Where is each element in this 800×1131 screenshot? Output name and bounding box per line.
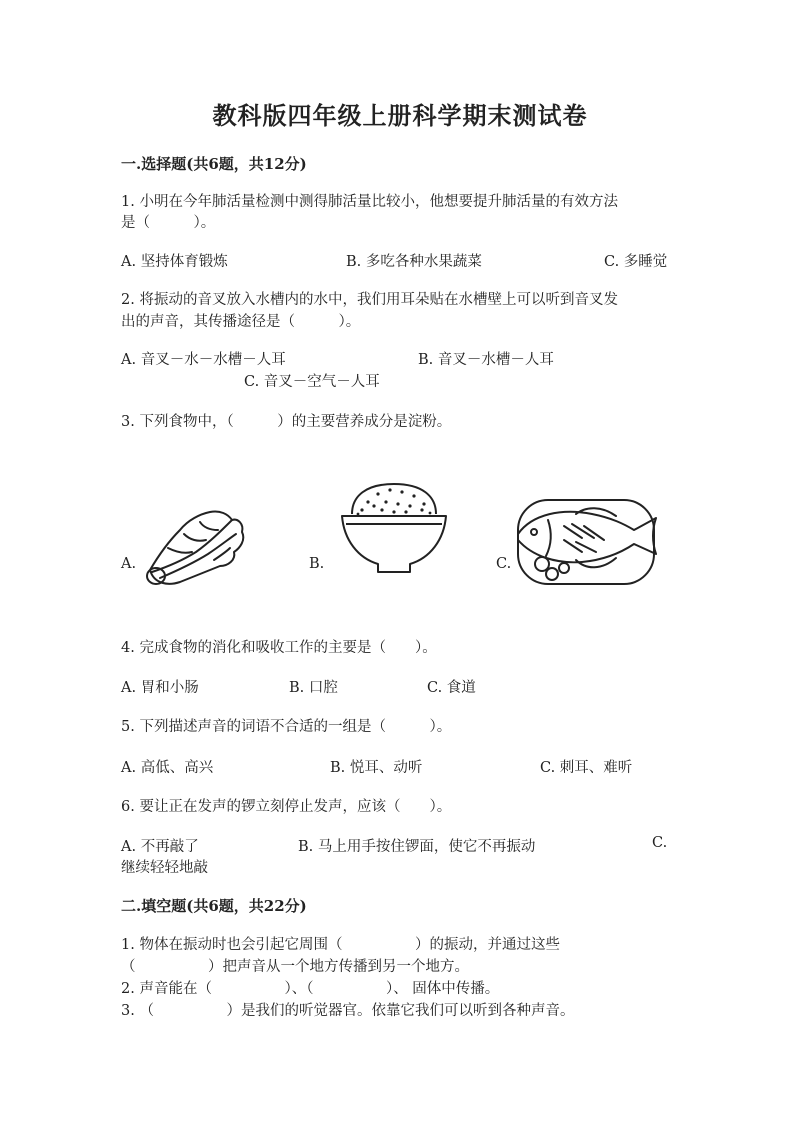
question-1-option-a: A. 坚持体育锻炼 xyxy=(121,254,228,270)
question-3-option-b: B. xyxy=(309,556,325,572)
question-6-option-c: C. xyxy=(652,835,668,851)
question-1-text: 1. 小明在今年肺活量检测中测得肺活量比较小，他想要提升肺活量的有效方法 xyxy=(121,194,618,210)
question-2-option-a: A. 音叉－水－水槽－人耳 xyxy=(121,352,286,368)
page-title: 教科版四年级上册科学期末测试卷 xyxy=(212,101,588,130)
section-heading-fill: 二.填空题(共6题，共22分) xyxy=(121,897,307,915)
question-5-option-c: C. 刺耳、难听 xyxy=(540,760,633,776)
fish-plate-image xyxy=(512,496,662,588)
question-6-option-a: A. 不再敲了 xyxy=(121,839,199,855)
question-5-option-b: B. 悦耳、动听 xyxy=(330,760,423,776)
fill-question-2: 2. 声音能在（ ）、（ ）、 固体中传播。 xyxy=(121,981,500,997)
question-2-option-b: B. 音叉－水槽－人耳 xyxy=(418,352,554,368)
fill-question-1: 1. 物体在振动时也会引起它周围（ ）的振动，并通过这些 xyxy=(121,937,560,953)
question-6-option-c-text: 继续轻轻地敲 xyxy=(121,860,208,876)
fill-question-1-cont: （ ）把声音从一个地方传播到另一个地方。 xyxy=(121,959,469,975)
question-3-option-c: C. xyxy=(496,556,512,572)
question-6-option-b: B. 马上用手按住锣面，使它不再振动 xyxy=(298,839,536,855)
question-4-option-c: C. 食道 xyxy=(427,680,476,696)
question-5-text: 5. 下列描述声音的词语不合适的一组是（ ）。 xyxy=(121,719,452,735)
question-4-option-a: A. 胃和小肠 xyxy=(121,680,199,696)
cabbage-image xyxy=(140,508,248,588)
question-2-option-c: C. 音叉－空气－人耳 xyxy=(244,374,380,390)
fill-question-3: 3. （ ）是我们的听觉器官。依靠它我们可以听到各种声音。 xyxy=(121,1003,575,1019)
question-5-option-a: A. 高低、高兴 xyxy=(121,760,214,776)
question-1-text-cont: 是（ ）。 xyxy=(121,215,216,231)
question-4-option-b: B. 口腔 xyxy=(289,680,338,696)
rice-bowl-image xyxy=(338,478,450,578)
question-1-option-b: B. 多吃各种水果蔬菜 xyxy=(346,254,482,270)
question-3-option-a: A. xyxy=(121,556,137,572)
question-2-text: 2. 将振动的音叉放入水槽内的水中，我们用耳朵贴在水槽壁上可以听到音叉发 xyxy=(121,292,618,308)
question-1-option-c: C. 多睡觉 xyxy=(604,254,668,270)
section-heading-choice: 一.选择题(共6题，共12分) xyxy=(121,155,307,173)
question-3-text: 3. 下列食物中，（ ）的主要营养成分是淀粉。 xyxy=(121,414,452,430)
question-6-text: 6. 要让正在发声的锣立刻停止发声，应该（ ）。 xyxy=(121,799,452,815)
question-2-text-cont: 出的声音，其传播途径是（ ）。 xyxy=(121,314,361,330)
question-4-text: 4. 完成食物的消化和吸收工作的主要是（ ）。 xyxy=(121,640,437,656)
